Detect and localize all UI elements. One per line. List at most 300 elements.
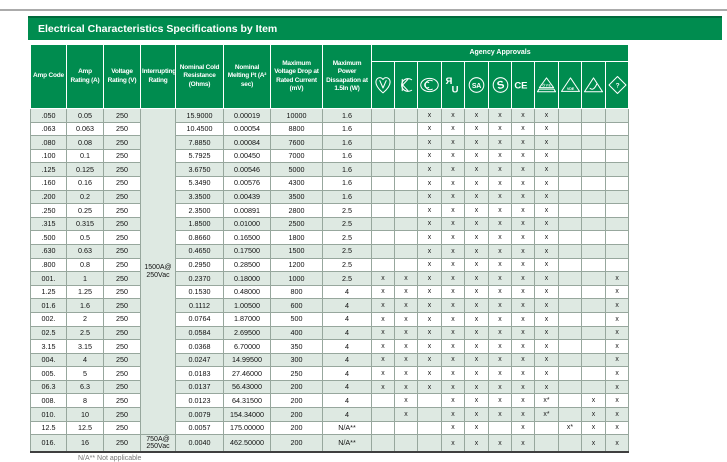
table-row: [31, 421, 629, 435]
power-dissipation-cell: 1.6: [323, 163, 372, 177]
table-row: [31, 312, 629, 326]
amp-code-cell: 016.: [31, 435, 67, 453]
col-header-voltage-rating: Voltage Rating (V): [104, 45, 141, 109]
approval-mark-kc-mark-cell: [395, 204, 418, 218]
approval-mark-diamond-cert-cell: x: [606, 272, 629, 286]
svg-text:S: S: [495, 79, 505, 93]
cold-resistance-cell: 7.8850: [176, 136, 224, 150]
table-footnote: N/A** Not applicable: [78, 455, 142, 462]
table-row: [31, 204, 629, 218]
amp-code-cell: 010.: [31, 408, 67, 422]
svg-text:R: R: [445, 75, 452, 87]
svg-text:VDE: VDE: [566, 86, 574, 91]
approval-mark-vde-mark-cell: [559, 340, 582, 354]
approval-mark-diamond-cert-cell: x: [606, 299, 629, 313]
voltage-drop-cell: 350: [271, 340, 323, 354]
approval-mark-ove-mark-cell: [535, 421, 559, 435]
approval-mark-ul-recognized-cell: x: [442, 312, 465, 326]
amp-rating-cell: 0.125: [67, 163, 104, 177]
table-body: [31, 109, 629, 453]
csa-mark-icon: [465, 62, 489, 109]
amp-code-cell: .080: [31, 136, 67, 150]
approval-mark-kc-mark-cell: x: [395, 326, 418, 340]
voltage-drop-cell: 500: [271, 312, 323, 326]
voltage-rating-cell: 250: [104, 122, 141, 136]
approval-mark-ce-mark-cell: x: [512, 367, 535, 381]
approval-mark-ccc-mark-cell: x: [418, 353, 442, 367]
approval-mark-ove-mark-cell: x*: [535, 394, 559, 408]
approval-mark-ul-recognized-cell: x: [442, 394, 465, 408]
voltage-rating-cell: 250: [104, 340, 141, 354]
approval-mark-vde-mark-cell: [559, 176, 582, 190]
approval-mark-ul-recognized-cell: x: [442, 272, 465, 286]
vde-mark-icon: [559, 62, 582, 109]
approval-mark-ce-mark-cell: x: [512, 299, 535, 313]
voltage-rating-cell: 250: [104, 109, 141, 123]
approval-mark-ccc-mark-cell: x: [418, 122, 442, 136]
approval-mark-ccc-mark-cell: x: [418, 312, 442, 326]
voltage-drop-cell: 1200: [271, 258, 323, 272]
cold-resistance-cell: 0.0040: [176, 435, 224, 453]
approval-mark-s-mark-cell: x: [489, 367, 512, 381]
approval-mark-diamond-cert-cell: [606, 217, 629, 231]
voltage-rating-cell: 250: [104, 367, 141, 381]
approval-mark-csa-mark-cell: x: [465, 435, 489, 453]
approval-mark-triangle-cert-cell: [582, 109, 606, 123]
approval-mark-ccc-mark-cell: x: [418, 217, 442, 231]
approval-mark-s-mark-cell: x: [489, 176, 512, 190]
approval-mark-diamond-cert-cell: [606, 122, 629, 136]
power-dissipation-cell: 4: [323, 394, 372, 408]
voltage-rating-cell: 250: [104, 136, 141, 150]
approval-mark-ce-mark-cell: x: [512, 204, 535, 218]
power-dissipation-cell: 2.5: [323, 258, 372, 272]
power-dissipation-cell: 4: [323, 367, 372, 381]
cold-resistance-cell: 15.9000: [176, 109, 224, 123]
approval-mark-heart-v-cert-cell: [372, 244, 395, 258]
amp-rating-cell: 0.315: [67, 217, 104, 231]
approval-mark-heart-v-cert-cell: [372, 435, 395, 453]
table-row: [31, 435, 629, 453]
approval-mark-ove-mark-cell: [535, 435, 559, 453]
cold-resistance-cell: 0.0368: [176, 340, 224, 354]
approval-mark-kc-mark-cell: x: [395, 394, 418, 408]
approval-mark-triangle-cert-cell: [582, 231, 606, 245]
col-header-voltage-drop: Maximum Voltage Drop at Rated Current (mV): [271, 45, 323, 109]
table-row: [31, 122, 629, 136]
voltage-drop-cell: 250: [271, 367, 323, 381]
approval-mark-diamond-cert-cell: x: [606, 353, 629, 367]
approval-mark-diamond-cert-cell: x: [606, 394, 629, 408]
cold-resistance-cell: 0.0584: [176, 326, 224, 340]
approval-mark-s-mark-cell: x: [489, 204, 512, 218]
power-dissipation-cell: 2.5: [323, 244, 372, 258]
power-dissipation-cell: 4: [323, 340, 372, 354]
melting-i2t-cell: 0.00891: [224, 204, 271, 218]
svg-text:U: U: [451, 84, 458, 96]
approval-mark-ul-recognized-cell: x: [442, 340, 465, 354]
amp-code-cell: 3.15: [31, 340, 67, 354]
approval-mark-s-mark-cell: x: [489, 122, 512, 136]
power-dissipation-cell: 4: [323, 299, 372, 313]
approval-mark-ccc-mark-cell: x: [418, 176, 442, 190]
table-row: [31, 367, 629, 381]
approval-mark-ul-recognized-cell: x: [442, 231, 465, 245]
approval-mark-s-mark-cell: x: [489, 163, 512, 177]
voltage-rating-cell: 250: [104, 326, 141, 340]
power-dissipation-cell: 2.5: [323, 272, 372, 286]
approval-mark-ul-recognized-cell: x: [442, 163, 465, 177]
melting-i2t-cell: 0.00439: [224, 190, 271, 204]
cold-resistance-cell: 1.8500: [176, 217, 224, 231]
approval-mark-heart-v-cert-cell: [372, 408, 395, 422]
approval-mark-vde-mark-cell: [559, 394, 582, 408]
amp-code-cell: 002.: [31, 312, 67, 326]
voltage-rating-cell: 250: [104, 353, 141, 367]
approval-mark-heart-v-cert-cell: x: [372, 312, 395, 326]
amp-code-cell: .063: [31, 122, 67, 136]
col-header-cold-resistance: Nominal Cold Resistance (Ohms): [176, 45, 224, 109]
approval-mark-ccc-mark-cell: x: [418, 149, 442, 163]
approval-mark-vde-mark-cell: [559, 163, 582, 177]
amp-rating-cell: 0.063: [67, 122, 104, 136]
amp-code-cell: .500: [31, 231, 67, 245]
approval-mark-s-mark-cell: x: [489, 231, 512, 245]
approval-mark-ccc-mark-cell: [418, 421, 442, 435]
approval-mark-diamond-cert-cell: [606, 176, 629, 190]
approval-mark-csa-mark-cell: x: [465, 299, 489, 313]
power-dissipation-cell: 1.6: [323, 109, 372, 123]
voltage-drop-cell: 300: [271, 353, 323, 367]
voltage-rating-cell: 250: [104, 258, 141, 272]
power-dissipation-cell: 4: [323, 353, 372, 367]
approval-mark-ul-recognized-cell: x: [442, 176, 465, 190]
approval-mark-triangle-cert-cell: [582, 136, 606, 150]
approval-mark-vde-mark-cell: [559, 299, 582, 313]
approval-mark-s-mark-cell: x: [489, 435, 512, 453]
approval-mark-heart-v-cert-cell: [372, 136, 395, 150]
table-row: [31, 326, 629, 340]
power-dissipation-cell: 4: [323, 380, 372, 394]
approval-mark-ul-recognized-cell: x: [442, 326, 465, 340]
voltage-rating-cell: 250: [104, 244, 141, 258]
cold-resistance-cell: 0.1530: [176, 285, 224, 299]
approval-mark-ce-mark-cell: x: [512, 394, 535, 408]
power-dissipation-cell: 2.5: [323, 204, 372, 218]
approval-mark-diamond-cert-cell: x: [606, 421, 629, 435]
approval-mark-ccc-mark-cell: x: [418, 109, 442, 123]
approval-mark-ove-mark-cell: x: [535, 231, 559, 245]
voltage-rating-cell: 250: [104, 149, 141, 163]
svg-text:SA: SA: [471, 82, 482, 90]
approval-mark-ce-mark-cell: x: [512, 190, 535, 204]
approval-mark-kc-mark-cell: [395, 122, 418, 136]
cold-resistance-cell: 3.6750: [176, 163, 224, 177]
approval-mark-kc-mark-cell: x: [395, 272, 418, 286]
voltage-drop-cell: 1800: [271, 231, 323, 245]
voltage-drop-cell: 600: [271, 299, 323, 313]
cold-resistance-cell: 0.1112: [176, 299, 224, 313]
header-row-top: [31, 45, 629, 62]
s-mark-icon: [489, 62, 512, 109]
approval-mark-kc-mark-cell: x: [395, 367, 418, 381]
table-row: [31, 109, 629, 123]
approval-mark-vde-mark-cell: [559, 136, 582, 150]
approval-mark-csa-mark-cell: x: [465, 394, 489, 408]
approval-mark-ove-mark-cell: x: [535, 190, 559, 204]
approval-mark-ccc-mark-cell: x: [418, 272, 442, 286]
approval-mark-triangle-cert-cell: [582, 272, 606, 286]
voltage-drop-cell: 200: [271, 380, 323, 394]
voltage-drop-cell: 3500: [271, 190, 323, 204]
approval-mark-heart-v-cert-cell: [372, 149, 395, 163]
cold-resistance-cell: 0.0137: [176, 380, 224, 394]
approval-mark-kc-mark-cell: [395, 231, 418, 245]
approval-mark-ce-mark-cell: x: [512, 326, 535, 340]
interrupting-rating-cell: 1500A@ 250Vac: [141, 109, 176, 435]
approval-mark-s-mark-cell: x: [489, 136, 512, 150]
amp-rating-cell: 12.5: [67, 421, 104, 435]
voltage-rating-cell: 250: [104, 231, 141, 245]
col-header-power-dissipation: Maximum Power Dissapation at 1.5In (W): [323, 45, 372, 109]
melting-i2t-cell: 0.01000: [224, 217, 271, 231]
approval-mark-vde-mark-cell: [559, 367, 582, 381]
approval-mark-ccc-mark-cell: x: [418, 285, 442, 299]
amp-rating-cell: 0.1: [67, 149, 104, 163]
approval-mark-ul-recognized-cell: x: [442, 204, 465, 218]
approval-mark-ce-mark-cell: x: [512, 312, 535, 326]
ccc-mark-icon: [418, 62, 442, 109]
approval-mark-diamond-cert-cell: [606, 190, 629, 204]
approval-mark-ccc-mark-cell: x: [418, 367, 442, 381]
ove-mark-icon: [535, 62, 559, 109]
approval-mark-diamond-cert-cell: x: [606, 340, 629, 354]
voltage-drop-cell: 4300: [271, 176, 323, 190]
voltage-drop-cell: 200: [271, 421, 323, 435]
approval-mark-diamond-cert-cell: x: [606, 408, 629, 422]
approval-mark-csa-mark-cell: x: [465, 176, 489, 190]
amp-code-cell: 001.: [31, 272, 67, 286]
approval-mark-triangle-cert-cell: [582, 190, 606, 204]
table-row: [31, 244, 629, 258]
approval-mark-ce-mark-cell: x: [512, 122, 535, 136]
approval-mark-ce-mark-cell: x: [512, 163, 535, 177]
approval-mark-ove-mark-cell: x: [535, 326, 559, 340]
approval-mark-csa-mark-cell: x: [465, 258, 489, 272]
table-row: [31, 163, 629, 177]
cold-resistance-cell: 10.4500: [176, 122, 224, 136]
cold-resistance-cell: 5.3490: [176, 176, 224, 190]
approval-mark-ul-recognized-cell: x: [442, 244, 465, 258]
melting-i2t-cell: 0.00054: [224, 122, 271, 136]
amp-code-cell: .125: [31, 163, 67, 177]
interrupting-rating-cell: 750A@ 250Vac: [141, 435, 176, 453]
table-row: [31, 272, 629, 286]
amp-code-cell: .160: [31, 176, 67, 190]
approval-mark-diamond-cert-cell: [606, 163, 629, 177]
approval-mark-vde-mark-cell: [559, 244, 582, 258]
power-dissipation-cell: 4: [323, 312, 372, 326]
approval-mark-ce-mark-cell: x: [512, 285, 535, 299]
approval-mark-diamond-cert-cell: [606, 204, 629, 218]
approval-mark-ccc-mark-cell: x: [418, 136, 442, 150]
approval-mark-ul-recognized-cell: x: [442, 109, 465, 123]
approval-mark-kc-mark-cell: [395, 149, 418, 163]
table-row: [31, 176, 629, 190]
approval-mark-triangle-cert-cell: [582, 163, 606, 177]
approval-mark-vde-mark-cell: [559, 408, 582, 422]
approval-mark-diamond-cert-cell: [606, 136, 629, 150]
approval-mark-ove-mark-cell: x: [535, 163, 559, 177]
amp-rating-cell: 1.25: [67, 285, 104, 299]
amp-code-cell: .200: [31, 190, 67, 204]
approval-mark-ce-mark-cell: x: [512, 408, 535, 422]
amp-code-cell: 02.5: [31, 326, 67, 340]
approval-mark-heart-v-cert-cell: x: [372, 299, 395, 313]
approval-mark-ce-mark-cell: x: [512, 340, 535, 354]
approval-mark-csa-mark-cell: x: [465, 122, 489, 136]
approval-mark-ccc-mark-cell: [418, 408, 442, 422]
approval-mark-csa-mark-cell: x: [465, 367, 489, 381]
table-row: [31, 340, 629, 354]
amp-rating-cell: 16: [67, 435, 104, 453]
approval-mark-s-mark-cell: x: [489, 408, 512, 422]
approval-mark-ce-mark-cell: x: [512, 258, 535, 272]
approval-mark-csa-mark-cell: x: [465, 190, 489, 204]
approval-mark-vde-mark-cell: [559, 380, 582, 394]
approval-mark-heart-v-cert-cell: [372, 122, 395, 136]
approval-mark-kc-mark-cell: x: [395, 353, 418, 367]
voltage-rating-cell: 250: [104, 272, 141, 286]
approval-mark-csa-mark-cell: x: [465, 217, 489, 231]
approval-mark-vde-mark-cell: [559, 258, 582, 272]
amp-rating-cell: 2: [67, 312, 104, 326]
approval-mark-heart-v-cert-cell: [372, 109, 395, 123]
power-dissipation-cell: 1.6: [323, 176, 372, 190]
approval-mark-ove-mark-cell: x: [535, 285, 559, 299]
melting-i2t-cell: 2.69500: [224, 326, 271, 340]
power-dissipation-cell: 2.5: [323, 217, 372, 231]
approval-mark-kc-mark-cell: x: [395, 340, 418, 354]
power-dissipation-cell: 1.6: [323, 149, 372, 163]
approval-mark-csa-mark-cell: x: [465, 149, 489, 163]
heart-v-cert-icon: [372, 62, 395, 109]
approval-mark-ul-recognized-cell: x: [442, 421, 465, 435]
cold-resistance-cell: 0.0764: [176, 312, 224, 326]
approval-mark-csa-mark-cell: x: [465, 109, 489, 123]
approval-mark-diamond-cert-cell: x: [606, 326, 629, 340]
approval-mark-ce-mark-cell: x: [512, 272, 535, 286]
voltage-drop-cell: 7600: [271, 136, 323, 150]
approval-mark-heart-v-cert-cell: x: [372, 326, 395, 340]
approval-mark-s-mark-cell: x: [489, 272, 512, 286]
melting-i2t-cell: 175.00000: [224, 421, 271, 435]
melting-i2t-cell: 0.18000: [224, 272, 271, 286]
power-dissipation-cell: N/A**: [323, 421, 372, 435]
approval-mark-csa-mark-cell: x: [465, 408, 489, 422]
approval-mark-ccc-mark-cell: x: [418, 244, 442, 258]
approval-mark-kc-mark-cell: [395, 176, 418, 190]
triangle-cert-icon: [582, 62, 606, 109]
voltage-rating-cell: 250: [104, 176, 141, 190]
approval-mark-csa-mark-cell: x: [465, 421, 489, 435]
amp-rating-cell: 0.5: [67, 231, 104, 245]
approval-mark-ove-mark-cell: x: [535, 109, 559, 123]
amp-rating-cell: 1: [67, 272, 104, 286]
approval-mark-csa-mark-cell: x: [465, 285, 489, 299]
approval-mark-ul-recognized-cell: x: [442, 367, 465, 381]
table-row: [31, 353, 629, 367]
approval-mark-triangle-cert-cell: x: [582, 435, 606, 453]
voltage-drop-cell: 2800: [271, 204, 323, 218]
approval-mark-ove-mark-cell: x: [535, 149, 559, 163]
cold-resistance-cell: 0.0183: [176, 367, 224, 381]
power-dissipation-cell: 4: [323, 326, 372, 340]
table-row: [31, 299, 629, 313]
approval-mark-kc-mark-cell: [395, 136, 418, 150]
voltage-rating-cell: 250: [104, 394, 141, 408]
approval-mark-kc-mark-cell: x: [395, 380, 418, 394]
col-header-melting-i2t: Nominal Melting I²t (A² sec): [224, 45, 271, 109]
voltage-rating-cell: 250: [104, 190, 141, 204]
approval-mark-s-mark-cell: x: [489, 285, 512, 299]
voltage-rating-cell: 250: [104, 408, 141, 422]
melting-i2t-cell: 27.46000: [224, 367, 271, 381]
approval-mark-ove-mark-cell: x: [535, 176, 559, 190]
amp-rating-cell: 0.25: [67, 204, 104, 218]
approval-mark-ce-mark-cell: x: [512, 353, 535, 367]
approval-mark-kc-mark-cell: x: [395, 285, 418, 299]
approval-mark-ce-mark-cell: x: [512, 217, 535, 231]
approval-mark-ul-recognized-cell: x: [442, 353, 465, 367]
approval-mark-ul-recognized-cell: x: [442, 285, 465, 299]
approval-mark-ccc-mark-cell: [418, 435, 442, 453]
approval-mark-ove-mark-cell: x: [535, 122, 559, 136]
voltage-rating-cell: 250: [104, 299, 141, 313]
voltage-rating-cell: 250: [104, 285, 141, 299]
voltage-drop-cell: 200: [271, 435, 323, 453]
approval-mark-csa-mark-cell: x: [465, 353, 489, 367]
approval-mark-s-mark-cell: x: [489, 217, 512, 231]
voltage-rating-cell: 250: [104, 312, 141, 326]
approval-mark-ove-mark-cell: x: [535, 272, 559, 286]
approval-mark-vde-mark-cell: [559, 190, 582, 204]
approval-mark-ul-recognized-cell: x: [442, 299, 465, 313]
approval-mark-ove-mark-cell: x: [535, 353, 559, 367]
amp-rating-cell: 0.63: [67, 244, 104, 258]
approval-mark-ul-recognized-cell: x: [442, 217, 465, 231]
approval-mark-triangle-cert-cell: [582, 353, 606, 367]
cold-resistance-cell: 0.0247: [176, 353, 224, 367]
approval-mark-ce-mark-cell: x: [512, 380, 535, 394]
approval-mark-ccc-mark-cell: x: [418, 231, 442, 245]
melting-i2t-cell: 64.31500: [224, 394, 271, 408]
approval-mark-vde-mark-cell: [559, 435, 582, 453]
melting-i2t-cell: 0.00019: [224, 109, 271, 123]
power-dissipation-cell: 2.5: [323, 231, 372, 245]
approval-mark-ce-mark-cell: x: [512, 136, 535, 150]
approval-mark-ce-mark-cell: x: [512, 149, 535, 163]
approval-mark-ove-mark-cell: x: [535, 367, 559, 381]
approval-mark-ove-mark-cell: x: [535, 380, 559, 394]
approval-mark-ccc-mark-cell: x: [418, 326, 442, 340]
approval-mark-vde-mark-cell: [559, 149, 582, 163]
approval-mark-ul-recognized-cell: x: [442, 380, 465, 394]
amp-code-cell: 1.25: [31, 285, 67, 299]
voltage-rating-cell: 250: [104, 204, 141, 218]
melting-i2t-cell: 0.00084: [224, 136, 271, 150]
approval-mark-triangle-cert-cell: [582, 380, 606, 394]
